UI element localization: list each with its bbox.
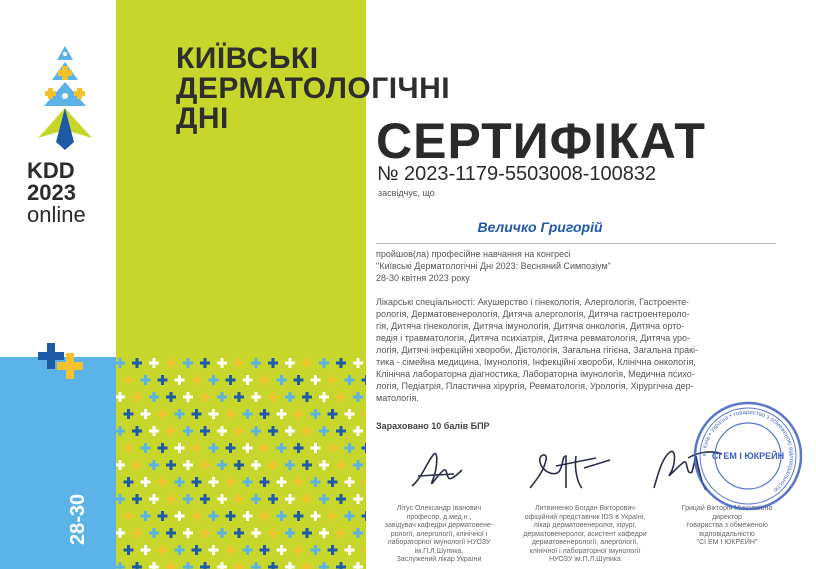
pattern-cross bbox=[209, 375, 219, 385]
pattern-cross bbox=[166, 392, 176, 402]
signatory-line: дерматовенерології, алергології, bbox=[531, 539, 639, 546]
pattern-cross bbox=[217, 358, 227, 368]
pattern-cross bbox=[328, 545, 338, 555]
snowflake-logo-icon bbox=[30, 42, 100, 152]
pattern-cross bbox=[183, 392, 193, 402]
pattern-cross bbox=[149, 392, 159, 402]
pattern-cross bbox=[166, 528, 176, 538]
pattern-cross bbox=[353, 528, 363, 538]
signatory-line: "СІ ЕМ І ЮКРЕЙН" bbox=[696, 539, 758, 546]
pattern-cross bbox=[217, 426, 227, 436]
specialties-line: тика - сімейна медицина, Імунологія, Інфекційні хвороби, Клінічна онкологія, bbox=[376, 357, 696, 367]
signatory-line: дерматовенеролог, асистент кафедри bbox=[523, 530, 647, 538]
pattern-cross bbox=[268, 460, 278, 470]
pattern-cross bbox=[268, 528, 278, 538]
pattern-cross bbox=[345, 443, 355, 453]
pattern-cross bbox=[268, 562, 278, 569]
credits-text: Зараховано 10 балів БПР bbox=[376, 421, 490, 431]
pattern-cross bbox=[294, 545, 304, 555]
pattern-cross bbox=[217, 562, 227, 569]
pattern-cross bbox=[294, 443, 304, 453]
pattern-cross bbox=[192, 477, 202, 487]
pattern-cross bbox=[116, 426, 125, 436]
pattern-cross bbox=[243, 477, 253, 487]
pattern-cross bbox=[166, 562, 176, 569]
pattern-cross bbox=[345, 511, 355, 521]
pattern-cross bbox=[132, 460, 142, 470]
company-stamp-icon bbox=[692, 400, 804, 512]
pattern-cross bbox=[116, 562, 125, 569]
signatory-line: відповідальністю bbox=[699, 530, 755, 538]
signatory-line: директор bbox=[712, 513, 742, 521]
pattern-cross bbox=[353, 494, 363, 504]
pattern-cross bbox=[285, 494, 295, 504]
pattern-cross bbox=[319, 358, 329, 368]
signatory-line: лікар дерматовенеролог, хірург, bbox=[533, 522, 637, 529]
pattern-cross bbox=[260, 477, 270, 487]
pattern-cross bbox=[260, 409, 270, 419]
pattern-cross bbox=[277, 477, 287, 487]
pattern-cross bbox=[200, 460, 210, 470]
pattern-cross bbox=[209, 443, 219, 453]
pattern-cross bbox=[226, 477, 236, 487]
pattern-cross bbox=[234, 358, 244, 368]
pattern-cross bbox=[362, 477, 367, 487]
event-name: "Київські Дерматологічні Дні 2023: Весняний Симпозіум" bbox=[376, 261, 611, 271]
pattern-cross bbox=[336, 562, 346, 569]
specialties-line: логія, Дитячі інфекційні хвороби, Дієтологія, Загальна гігієна, Загальна пракі- bbox=[376, 345, 699, 355]
pattern-cross bbox=[294, 375, 304, 385]
pattern-cross bbox=[319, 562, 329, 569]
pattern-cross bbox=[132, 494, 142, 504]
kdd-line: KDD bbox=[27, 158, 75, 183]
pattern-cross bbox=[158, 511, 168, 521]
pattern-cross bbox=[124, 511, 134, 521]
pattern-cross bbox=[158, 545, 168, 555]
pattern-cross bbox=[302, 494, 312, 504]
pattern-cross bbox=[345, 409, 355, 419]
cross-pattern-icon bbox=[116, 357, 366, 569]
pattern-cross bbox=[141, 477, 151, 487]
pattern-cross bbox=[319, 494, 329, 504]
pattern-cross bbox=[319, 392, 329, 402]
pattern-cross bbox=[124, 545, 134, 555]
pattern-cross bbox=[192, 511, 202, 521]
pattern-cross bbox=[226, 443, 236, 453]
pattern-cross bbox=[277, 545, 287, 555]
pattern-cross bbox=[175, 511, 185, 521]
specialties-line: Лікарські спеціальності: Акушерство і гінекологія, Алергологія, Гастроенте- bbox=[376, 297, 690, 307]
date-days: 28-30 bbox=[67, 493, 89, 545]
pattern-cross bbox=[285, 426, 295, 436]
pattern-cross bbox=[362, 545, 367, 555]
pattern-cross bbox=[132, 392, 142, 402]
kdd-year: 2023 bbox=[27, 180, 76, 205]
pattern-cross bbox=[328, 477, 338, 487]
pattern-cross bbox=[319, 426, 329, 436]
pattern-cross bbox=[251, 358, 261, 368]
pattern-cross bbox=[311, 545, 321, 555]
pattern-cross bbox=[200, 494, 210, 504]
pattern-cross bbox=[149, 494, 159, 504]
pattern-cross bbox=[260, 511, 270, 521]
kdd-online: online bbox=[27, 202, 86, 227]
pattern-cross bbox=[260, 375, 270, 385]
recipient-name: Величко Григорій bbox=[477, 219, 603, 235]
pattern-cross bbox=[116, 392, 125, 402]
pattern-cross bbox=[336, 392, 346, 402]
pattern-cross bbox=[124, 477, 134, 487]
pattern-cross bbox=[158, 443, 168, 453]
pattern-cross bbox=[311, 511, 321, 521]
pattern-cross bbox=[209, 477, 219, 487]
pattern-cross bbox=[336, 528, 346, 538]
pattern-cross bbox=[251, 562, 261, 569]
pattern-cross bbox=[234, 562, 244, 569]
conference-title-line: ДЕРМАТОЛОГІЧНІ bbox=[176, 72, 451, 105]
pattern-cross bbox=[175, 409, 185, 419]
pattern-cross bbox=[362, 409, 367, 419]
pattern-cross bbox=[234, 460, 244, 470]
pattern-cross bbox=[183, 460, 193, 470]
kdd-wordmark bbox=[27, 160, 107, 226]
pattern-cross bbox=[158, 375, 168, 385]
pattern-cross bbox=[285, 460, 295, 470]
pattern-cross bbox=[234, 528, 244, 538]
pattern-cross bbox=[277, 375, 287, 385]
pattern-cross bbox=[302, 358, 312, 368]
stamp-ring-text: м. Київ • Україна • товариство з обмеженою відповідальністю bbox=[701, 409, 795, 493]
pattern-cross bbox=[158, 477, 168, 487]
pattern-cross bbox=[116, 358, 125, 368]
pattern-cross bbox=[149, 358, 159, 368]
name-underline bbox=[376, 243, 776, 244]
pattern-cross bbox=[175, 477, 185, 487]
specialties-line: гія, Дитяча гінекологія, Дитяча імунологія, Дитяча онкологія, Дитяча орто- bbox=[376, 321, 685, 331]
pattern-cross bbox=[209, 545, 219, 555]
pattern-cross bbox=[209, 511, 219, 521]
pattern-cross bbox=[311, 375, 321, 385]
pattern-cross bbox=[336, 460, 346, 470]
pattern-cross bbox=[141, 443, 151, 453]
signatory-line: лабораторної імунології НУОЗУ bbox=[387, 539, 491, 546]
pattern-cross bbox=[217, 460, 227, 470]
signatory-line: офіційний представник IDS в Україні, bbox=[524, 513, 646, 521]
pattern-cross bbox=[319, 460, 329, 470]
pattern-cross bbox=[268, 392, 278, 402]
specialties-list bbox=[376, 296, 796, 404]
certificate-number: № 2023-1179-5503008-100832 bbox=[377, 163, 657, 185]
pattern-cross bbox=[149, 426, 159, 436]
pattern-cross bbox=[277, 409, 287, 419]
pattern-cross bbox=[294, 511, 304, 521]
pattern-cross bbox=[217, 392, 227, 402]
signatory-line: Литвиненко Богдан Вікторович bbox=[535, 505, 635, 512]
pattern-cross bbox=[251, 528, 261, 538]
pattern-cross bbox=[311, 477, 321, 487]
specialties-line: педія і травматологія, Дитяча психіатрія, Дитяча ревматологія, Дитяча уро- bbox=[376, 333, 691, 343]
pattern-cross bbox=[353, 562, 363, 569]
pattern-cross bbox=[132, 426, 142, 436]
pattern-cross bbox=[141, 545, 151, 555]
pattern-cross bbox=[243, 375, 253, 385]
signatory-line: ім.П.Л.Шупика, bbox=[414, 547, 464, 555]
pattern-cross bbox=[132, 358, 142, 368]
pattern-cross bbox=[268, 494, 278, 504]
pattern-cross bbox=[234, 494, 244, 504]
signatory-line: професор, д.мед.н., bbox=[406, 513, 472, 521]
specialties-line: Клінічна лабораторна діагностика, Лабораторна імунологія, Медична психо- bbox=[376, 369, 695, 379]
conference-title-line: ДНІ bbox=[176, 102, 229, 135]
signatory-line: Літус Олександр Іванович bbox=[396, 505, 482, 512]
pattern-cross bbox=[260, 443, 270, 453]
pattern-cross bbox=[166, 358, 176, 368]
pattern-cross bbox=[234, 426, 244, 436]
pattern-cross bbox=[158, 409, 168, 419]
pattern-cross bbox=[319, 528, 329, 538]
signatory-line: клінічної і лабораторної імунології bbox=[529, 547, 641, 555]
pattern-cross bbox=[328, 511, 338, 521]
pattern-cross bbox=[132, 528, 142, 538]
pattern-cross bbox=[192, 443, 202, 453]
pattern-cross bbox=[183, 358, 193, 368]
pattern-cross bbox=[200, 562, 210, 569]
pattern-cross bbox=[149, 562, 159, 569]
pattern-cross bbox=[226, 545, 236, 555]
pattern-cross bbox=[166, 426, 176, 436]
conference-title-line: КИЇВСЬКІ bbox=[176, 42, 319, 75]
signatory-line: завідувач кафедри дерматовене- bbox=[384, 522, 494, 529]
signatory-line: товариства з обмеженою bbox=[686, 522, 768, 529]
pattern-cross bbox=[124, 409, 134, 419]
pattern-cross bbox=[243, 409, 253, 419]
pattern-cross bbox=[149, 528, 159, 538]
pattern-cross bbox=[268, 358, 278, 368]
specialties-line: логія, Педіатрія, Пластична хірургія, Ревматологія, Урологія, Хірургічна дер- bbox=[376, 381, 694, 391]
pattern-cross bbox=[251, 494, 261, 504]
pattern-cross bbox=[175, 545, 185, 555]
pattern-cross bbox=[353, 358, 363, 368]
pattern-cross bbox=[217, 494, 227, 504]
pattern-cross bbox=[277, 443, 287, 453]
pattern-cross bbox=[302, 562, 312, 569]
pattern-cross bbox=[294, 477, 304, 487]
pattern-cross bbox=[328, 443, 338, 453]
pattern-cross bbox=[175, 443, 185, 453]
pattern-cross bbox=[362, 443, 367, 453]
pattern-cross bbox=[226, 409, 236, 419]
completed-text: пройшов(ла) професійне навчання на конгресі bbox=[376, 249, 571, 259]
pattern-cross bbox=[226, 375, 236, 385]
pattern-cross bbox=[200, 528, 210, 538]
pattern-cross bbox=[336, 358, 346, 368]
certifies-label: засвідчує, що bbox=[378, 188, 435, 198]
specialties-line: матологія. bbox=[376, 393, 419, 403]
pattern-cross bbox=[328, 375, 338, 385]
left-column bbox=[0, 0, 116, 569]
pattern-cross bbox=[243, 545, 253, 555]
pattern-cross bbox=[243, 443, 253, 453]
pattern-cross bbox=[234, 392, 244, 402]
event-dates: 28-30 квітня 2023 року bbox=[376, 273, 470, 283]
signatory-2 bbox=[510, 505, 660, 565]
pattern-cross bbox=[183, 426, 193, 436]
pattern-cross bbox=[353, 460, 363, 470]
pattern-cross bbox=[302, 460, 312, 470]
signature-1 bbox=[408, 448, 464, 494]
pattern-cross bbox=[251, 426, 261, 436]
pattern-cross bbox=[209, 409, 219, 419]
pattern-cross bbox=[124, 375, 134, 385]
specialties-line: рологія, Дерматовенерологія, Дитяча алергологія, Дитяча гастроентероло- bbox=[376, 309, 690, 319]
certificate-heading: СЕРТИФІКАТ bbox=[376, 113, 706, 169]
pattern-cross bbox=[302, 392, 312, 402]
pattern-cross bbox=[285, 358, 295, 368]
conference-title bbox=[176, 42, 451, 135]
pattern-cross bbox=[226, 511, 236, 521]
pattern-cross bbox=[200, 392, 210, 402]
pattern-cross bbox=[192, 409, 202, 419]
pattern-cross bbox=[311, 409, 321, 419]
pattern-cross bbox=[285, 392, 295, 402]
pattern-cross bbox=[149, 460, 159, 470]
plus-cross-icon bbox=[36, 343, 92, 385]
pattern-cross bbox=[285, 528, 295, 538]
pattern-cross bbox=[183, 494, 193, 504]
pattern-cross bbox=[302, 528, 312, 538]
pattern-cross bbox=[345, 477, 355, 487]
pattern-cross bbox=[336, 426, 346, 436]
signatory-1 bbox=[374, 505, 504, 565]
pattern-cross bbox=[132, 562, 142, 569]
pattern-cross bbox=[166, 460, 176, 470]
pattern-cross bbox=[175, 375, 185, 385]
pattern-cross bbox=[268, 426, 278, 436]
signatory-line: Грицай Вікторія Миколаївна bbox=[681, 505, 773, 512]
signature-2 bbox=[526, 448, 616, 496]
signatory-line: рології, алергології, клінічної і bbox=[390, 530, 488, 538]
pattern-cross bbox=[192, 375, 202, 385]
pattern-cross bbox=[116, 528, 125, 538]
pattern-cross bbox=[362, 375, 367, 385]
pattern-cross bbox=[192, 545, 202, 555]
pattern-cross bbox=[285, 562, 295, 569]
pattern-cross bbox=[243, 511, 253, 521]
pattern-cross bbox=[345, 375, 355, 385]
pattern-cross bbox=[141, 409, 151, 419]
pattern-cross bbox=[217, 528, 227, 538]
pattern-cross bbox=[260, 545, 270, 555]
pattern-cross bbox=[251, 392, 261, 402]
pattern-cross bbox=[353, 392, 363, 402]
pattern-cross bbox=[302, 426, 312, 436]
pattern-cross bbox=[124, 443, 134, 453]
pattern-cross bbox=[251, 460, 261, 470]
pattern-cross bbox=[328, 409, 338, 419]
pattern-cross bbox=[141, 511, 151, 521]
pattern-cross bbox=[336, 494, 346, 504]
pattern-cross bbox=[183, 562, 193, 569]
pattern-cross bbox=[183, 528, 193, 538]
pattern-cross bbox=[141, 375, 151, 385]
signatory-line: Заслужений лікар України bbox=[396, 556, 482, 563]
pattern-cross bbox=[294, 409, 304, 419]
pattern-cross bbox=[116, 494, 125, 504]
pattern-cross bbox=[353, 426, 363, 436]
pattern-cross bbox=[166, 494, 176, 504]
pattern-cross bbox=[311, 443, 321, 453]
pattern-cross bbox=[116, 460, 125, 470]
decorative-pattern bbox=[116, 357, 366, 569]
signatory-line: НУОЗУ ім.П.Л.Шупика bbox=[549, 556, 621, 563]
pattern-cross bbox=[277, 511, 287, 521]
pattern-cross bbox=[345, 545, 355, 555]
stamp-center-text: СІ ЕМ І ЮКРЕЙН bbox=[711, 451, 785, 461]
pattern-cross bbox=[362, 511, 367, 521]
pattern-cross bbox=[200, 426, 210, 436]
pattern-cross bbox=[200, 358, 210, 368]
